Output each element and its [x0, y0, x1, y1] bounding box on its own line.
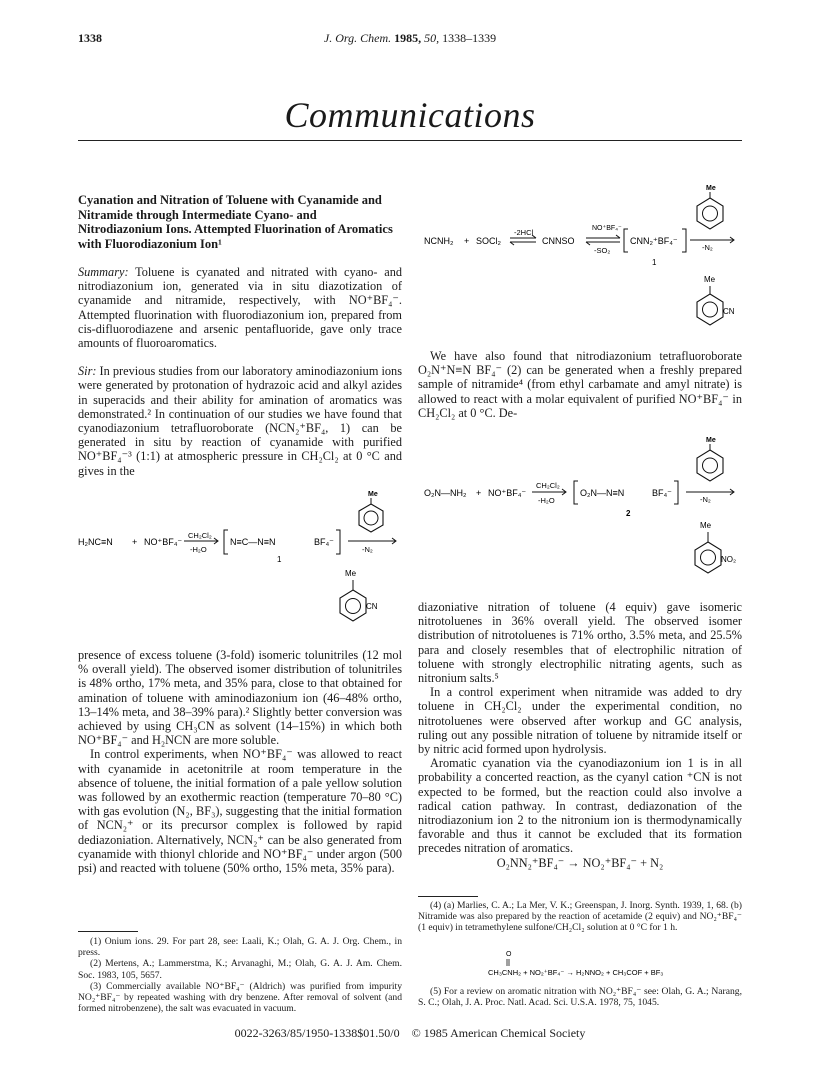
scheme2-product-methyl: Me — [704, 275, 716, 284]
scheme2-arrow2-top: NO⁺BF₄⁻ — [592, 225, 622, 232]
page-footer — [0, 1026, 820, 1041]
toluene-ring-2 — [697, 198, 723, 229]
footnote-5: (5) For a review on aromatic nitration with NO₂⁺BF₄⁻ see: Olah, G. A.; Narang, S. C.; Olah, J. A. Proc. Natl. Acad. Sci. U.S.A. 1978, 75, 1045. — [418, 986, 742, 1009]
running-head — [0, 31, 820, 46]
scheme3-loss: -N₂ — [700, 495, 711, 504]
toluene-ring-1 — [359, 504, 383, 532]
left-column-bottom — [78, 648, 402, 875]
scheme-1 — [78, 478, 408, 646]
footnote-2: (2) Mertens, A.; Lammerstma, K.; Arvanaghi, M.; Olah, G. A. J. Am. Chem. Soc. 1983, 105, 5657. — [78, 958, 402, 981]
scheme3-reagent: NO⁺BF₄⁻ — [488, 488, 527, 498]
scheme1-counterion: BF₄⁻ — [314, 537, 334, 547]
mechanism-paragraph: Aromatic cyanation via the cyanodiazonium ion 1 is in all probability a concerted reaction, as the cyanyl cation ⁺CN is not expected to be formed, but the reaction could also involve a radical cation pathway. In contrast, dediazonation of the nitrodiazonium ion 2 to the nitronium ion is thermodynamically favorable and thus it cannot be excluded that its formation precedes nitration of aromatics. — [418, 756, 742, 856]
scheme1-reactant: H₂NC≡N — [78, 537, 113, 547]
scheme3-methyl-top: Me — [706, 437, 716, 444]
scheme3-arrow-bottom: -H₂O — [538, 496, 555, 505]
scheme4-carbonyl: O — [506, 951, 512, 958]
nitration-paragraph: diazoniative nitration of toluene (4 equiv) gave isomeric nitrotoluenes in 36% overall yield. The observed isomer distribution of nitrotoluenes is 71% ortho, 3.5% meta, and 25.5% para and closely resembles that of electrophilic nitration of toluene with strongly electrophilic nitrating agents, such as nitronium salts.⁵ — [418, 600, 742, 686]
nitrotoluene-ring — [695, 542, 721, 573]
scheme2-product-cn: CN — [723, 307, 735, 316]
scheme1-label: 1 — [277, 555, 282, 564]
scheme3-plus: + — [476, 488, 482, 498]
scheme-4 — [418, 948, 742, 980]
scheme1-intermediate: N≡C—N≡N — [230, 537, 276, 547]
scheme1-plus: + — [132, 537, 138, 547]
scheme2-loss: -N₂ — [702, 243, 713, 252]
section-rule — [78, 140, 742, 141]
scheme3-reactant: O₂N—NH₂ — [424, 488, 467, 498]
summary-text: Toluene is cyanated and nitrated with cyano- and nitrodiazonium ion, generated via in situ diazotization of cyanamide and nitramide, respectively, with NO⁺BF₄⁻. Attempted fluorination with fluorodiazonium ion, prepared from cis-difluorodiazene and arsenic pentafluoride, gave only trace amounts of fluoroaromatics. — [78, 265, 402, 351]
nitramide-control-paragraph: In a control experiment when nitramide was added to dry toluene in CH₂Cl₂ under the experimental condition, no nitrotoluenes were observed after workup and GC analysis, ruling out any possible nitration of toluene by nitramide itself or by nitric acid formed upon hydrolysis. — [418, 685, 742, 757]
scheme1-reagent: NO⁺BF₄⁻ — [144, 537, 183, 547]
footnote-4: (4) (a) Marlies, C. A.; La Mer, V. K.; Greenspan, J. Inorg. Synth. 1939, 1, 68. (b) Nitramide was also prepared by the reaction of acetamide (2 equiv) and NO₂⁺BF₄⁻ (1 equiv) in tetramethylene sulfone/CH₂Cl₂ solution at 0 °C for 1 h. — [418, 900, 742, 934]
scheme-2 — [418, 180, 744, 340]
sir-label: Sir: — [78, 364, 97, 379]
scheme3-product-no2: NO₂ — [721, 555, 737, 564]
journal-name: J. Org. Chem. — [323, 31, 392, 45]
summary-label: Summary: — [78, 265, 129, 279]
scheme2-reactant1: NCNH₂ — [424, 236, 454, 246]
scheme3-label: 2 — [626, 509, 631, 518]
footnotes-left — [78, 936, 402, 1014]
journal-year: 1985, — [394, 31, 422, 45]
footnote-1: (1) Onium ions. 29. For part 28, see: Laali, K.; Olah, G. A. J. Org. Chem., in press. — [78, 936, 402, 959]
scheme2-intermediate: CNN₂⁺BF₄⁻ — [630, 236, 678, 246]
scheme2-arrow2-bottom: -SO₂ — [594, 246, 611, 255]
intro-text: In previous studies from our laboratory aminodiazonium ions were generated by protonation of hydrazoic acid and alkyl azides in superacids and their ability for amination of aromatics was demonstrated.² In continuation of our studies we have found that cyanodiazonium tetrafluoroborate (NCN₂⁺BF₄, 1) can be generated in situ by reaction of cyanamide with purified NO⁺BF₄⁻³ (1:1) at atmospheric pressure in CH₂Cl₂ at 0 °C and gives in the — [78, 364, 402, 478]
scheme1-methyl-top: Me — [368, 491, 378, 498]
scheme2-arrow1-top: -2HCl — [514, 228, 534, 237]
scheme2-middle: CNNSO — [542, 236, 575, 246]
scheme3-product-methyl: Me — [700, 521, 712, 530]
tolunitrile-ring-2 — [697, 294, 723, 325]
scheme3-counterion: BF₄⁻ — [652, 488, 672, 498]
journal-pages: 1338–1339 — [442, 31, 497, 45]
scheme2-label: 1 — [652, 258, 657, 267]
scheme2-methyl-top: Me — [706, 185, 716, 192]
footer-copyright: © 1985 American Chemical Society — [411, 1026, 586, 1040]
scheme1-loss: -N₂ — [362, 545, 373, 554]
journal-volume: 50, — [424, 31, 440, 45]
left-column-top — [78, 193, 402, 478]
scheme2-plus: + — [464, 236, 470, 246]
footnote-3: (3) Commercially available NO⁺BF₄⁻ (Aldrich) was purified from impurity NO₂⁺BF₄⁻ by repeated washing with dry benzene. After removal of solvent (and formed nitrobenzene), the salt was evacuated in vacuum. — [78, 980, 402, 1015]
footnote-rule-right — [418, 896, 478, 897]
scheme3-intermediate: O₂N—N≡N — [580, 488, 625, 498]
section-title: Communications — [284, 95, 536, 135]
tolunitrile-ring-1 — [340, 590, 366, 621]
right-column-top — [418, 349, 742, 420]
isomer-paragraph: presence of excess toluene (3-fold) isomeric tolunitriles (12 mol % overall yield). The observed isomer distribution of tolunitriles is 48% ortho, 17% meta, and 35% para, close to that obtained for amination of toluene with aminodiazonium ion (46–48% ortho, 13–14% meta, and 38–39% para).² Slightly better conversion was achieved by using CH₃CN as solvent (14–15%) in which both NO⁺BF₄⁻ and H₂NCN are more soluble. — [78, 648, 402, 748]
scheme1-product-cn: CN — [366, 602, 378, 611]
intro-paragraph — [78, 364, 402, 478]
dediazoniation-equation: O₂NN₂⁺BF₄⁻ → NO₂⁺BF₄⁻ + N₂ — [496, 856, 664, 870]
scheme1-arrow-top: CH₂Cl₂ — [188, 531, 212, 540]
scheme1-product-methyl: Me — [345, 569, 357, 578]
scheme3-arrow-top: CH₂Cl₂ — [536, 481, 560, 490]
footnotes-right — [418, 900, 742, 934]
scheme4-equation: CH₃CNH₂ + NO₂⁺BF₄⁻ → H₂NNO₂ + CH₃COF + BF₃ — [488, 968, 664, 977]
page-number: 1338 — [78, 31, 102, 45]
right-column-bottom — [418, 600, 742, 856]
footer-code: 0022-3263/85/1950-1338$01.50/0 — [234, 1026, 400, 1040]
scheme2-reactant2: SOCl₂ — [476, 236, 501, 246]
footnotes-right-2 — [418, 986, 742, 1008]
control-paragraph: In control experiments, when NO⁺BF₄⁻ was allowed to react with cyanamide in acetonitrile at room temperature in the absence of toluene, the initial formation of a pale yellow solution was followed by an exothermic reaction (temperature 70–80 °C) with gas evolution (N₂, BF₃), suggesting that the initial formation of NCN₂⁺ or its precursor complex is followed by rapid dediazoniation. Alternatively, NCN₂⁺ can be also generated from cyanamide with thionyl chloride and NO⁺BF₄⁻ under argon (500 psi) and reacted with toluene (50% ortho, 15% meta, 35% para). — [78, 747, 402, 876]
scheme-3 — [418, 432, 744, 584]
nitramide-paragraph: We have also found that nitrodiazonium tetrafluoroborate O₂N⁺N≡N BF₄⁻ (2) can be generated when a freshly prepared sample of nitramide⁴ (from ethyl carbamate and amyl nitrate) is allowed to react with a molar equivalent of purified NO⁺BF₄⁻ in CH₂Cl₂ at 0 °C. De- — [418, 349, 742, 420]
article-title: Cyanation and Nitration of Toluene with Cyanamide and Nitramide through Intermediate Cyano- and Nitrodiazonium Ions. Attempted Fluorination of Aromatics with Fluorodiazonium Ion¹ — [78, 193, 393, 251]
summary-paragraph — [78, 265, 402, 350]
scheme1-arrow-bottom: -H₂O — [190, 545, 207, 554]
footnote-rule-left — [78, 931, 138, 932]
toluene-ring-3 — [697, 450, 723, 481]
